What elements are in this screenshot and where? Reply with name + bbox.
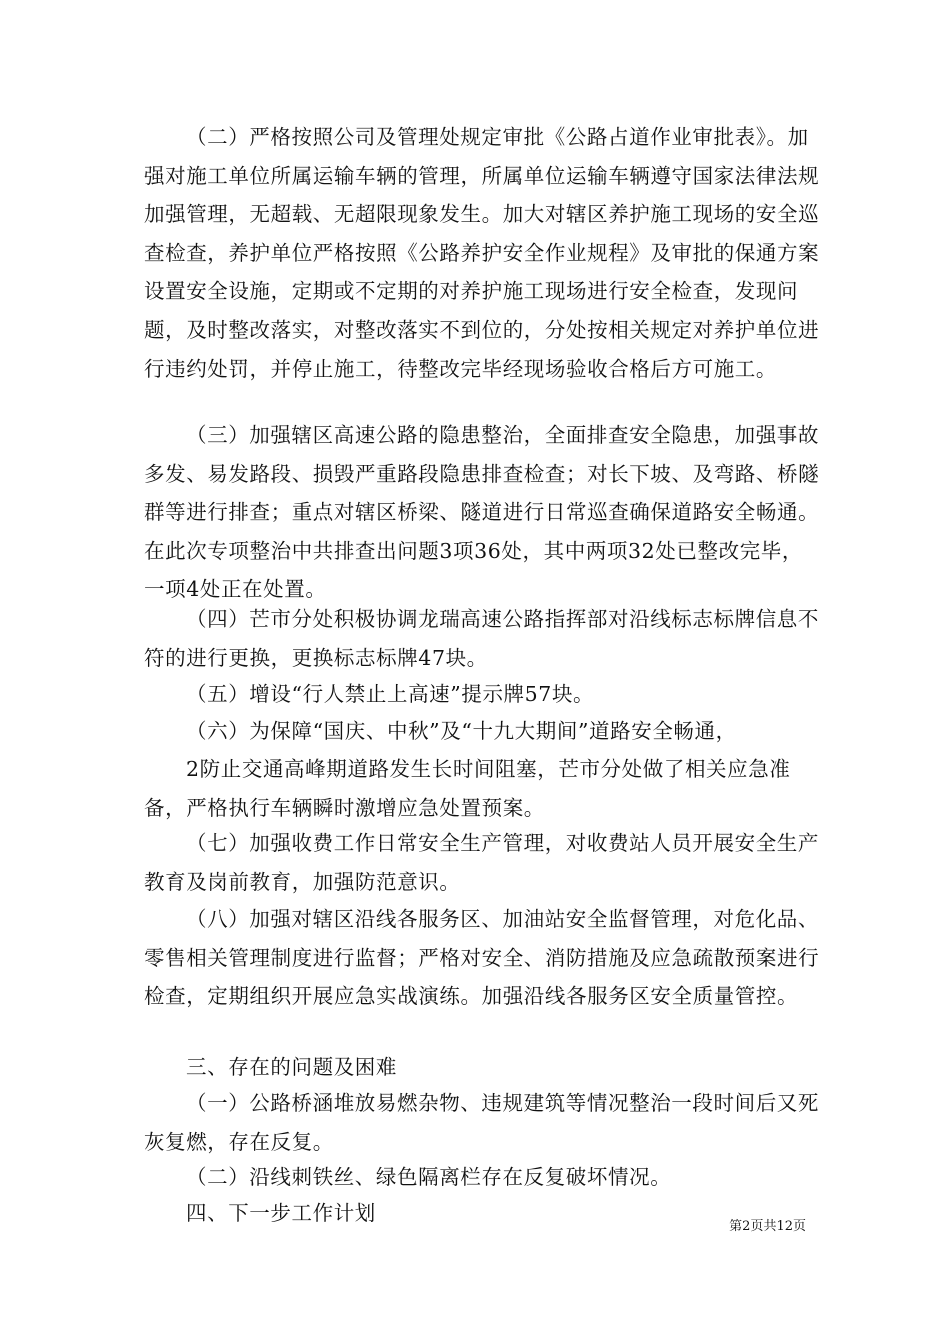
paragraph-6-continued: 2防止交通高峰期道路发生长时间阻塞，芒市分处做了相关应急准备，严格执行车辆瞬时激增应急处置预案。 bbox=[144, 757, 791, 820]
section-heading-problems: 三、存在的问题及困难 bbox=[186, 1055, 397, 1079]
paragraph-problem-1: （一）公路桥涵堆放易燃杂物、违规建筑等情况整治一段时间后又死灰复燃，存在反复。 bbox=[144, 1091, 819, 1154]
paragraph-5-pedestrian: （五）增设“行人禁止上高速”提示牌57块。 bbox=[186, 682, 595, 706]
paragraph-4-signs: （四）芒市分处积极协调龙瑞高速公路指挥部对沿线标志标牌信息不符的进行更换，更换标志标牌47块。 bbox=[144, 607, 819, 670]
section-heading-next-plan: 四、下一步工作计划 bbox=[186, 1201, 376, 1225]
paragraph-8-service-area: （八）加强对辖区沿线各服务区、加油站安全监督管理，对危化品、零售相关管理制度进行监督；严格对安全、消防措施及应急疏散预案进行检查，定期组织开展应急实战演练。加强沿线各服务区安全质量管控。 bbox=[144, 907, 820, 1009]
paragraph-2-approval: （二）严格按照公司及管理处规定审批《公路占道作业审批表》。加强对施工单位所属运输车辆的管理，所属单位运输车辆遵守国家法律法规加强管理，无超载、无超限现象发生。加大对辖区养护施工现场的安全巡查检查，养护单位严格按照《公路养护安全作业规程》及审批的保通方案设置安全设施，定期或不定期的对养护施工现场进行安全检查，发现问题，及时整改落实，对整改落实不到位的，分处按相关规定对养护单位进行违约处罚，并停止施工，待整改完毕经现场验收合格后方可施工。 bbox=[144, 125, 820, 381]
paragraph-7-toll: （七）加强收费工作日常安全生产管理，对收费站人员开展安全生产教育及岗前教育，加强防范意识。 bbox=[144, 831, 819, 894]
page-number-footer: 第2页共12页 bbox=[729, 1219, 806, 1234]
paragraph-3-hazard: （三）加强辖区高速公路的隐患整治，全面排查安全隐患，加强事故多发、易发路段、损毁严重路段隐患排查检查；对长下坡、及弯路、桥隧群等进行排查；重点对辖区桥梁、隧道进行日常巡查确保道路安全畅通。在此次专项整治中共排查出问题3项36处，其中两项32处已整改完毕，一项4处正在处置。 bbox=[144, 423, 820, 602]
paragraph-6-holiday: （六）为保障“国庆、中秋”及“十九大期间”道路安全畅通， bbox=[186, 719, 737, 743]
paragraph-problem-2: （二）沿线刺铁丝、绿色隔离栏存在反复破坏情况。 bbox=[186, 1165, 672, 1189]
